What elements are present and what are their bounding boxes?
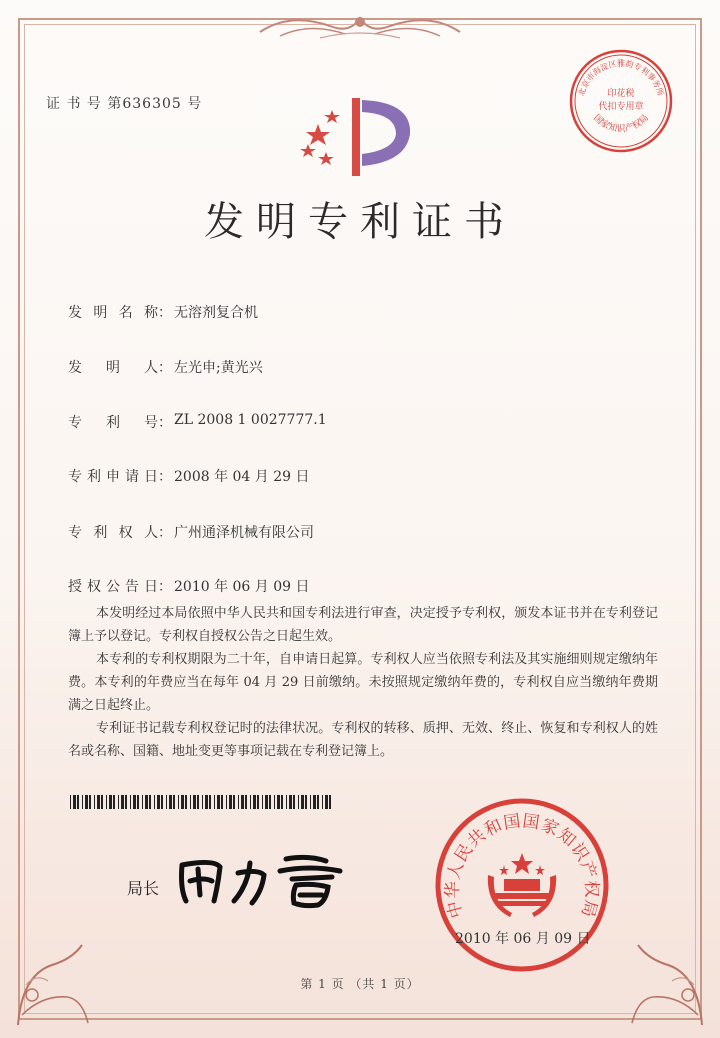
field-label — [68, 576, 158, 596]
label-char: 告 — [125, 579, 139, 595]
label-char: 日 — [144, 579, 158, 595]
barcode-bar — [214, 795, 215, 809]
director-signature — [168, 845, 358, 915]
tax-seal-center-line1: 印花税 — [607, 89, 635, 99]
barcode-bar — [181, 795, 184, 809]
label-char: 权 — [118, 525, 133, 541]
body-paragraph: 本专利的专利权期限为二十年，自申请日起算。专利权人应当依照专利法及其实施细则规定缴纳年费。本专利的年费应当在每年 04 月 29 日前缴纳。未按照规定缴纳年费的，专利权自应当缴纳年费期满之日起终止。 — [68, 652, 658, 713]
label-char: 申 — [106, 469, 120, 485]
svg-text:国家知识产权局 — [591, 112, 651, 134]
barcode-bar — [73, 795, 76, 809]
field-label — [68, 302, 158, 322]
barcode-bar — [226, 795, 227, 809]
barcode-bar — [154, 795, 155, 809]
barcode-bar — [233, 795, 235, 809]
barcode-bar — [289, 795, 292, 809]
director-label: 局长 — [127, 879, 160, 898]
field-invention-name: 发 明 名 称 ： 无溶剂复合机 — [68, 302, 258, 322]
barcode-bar — [142, 795, 143, 809]
top-ornament — [250, 8, 470, 44]
barcode-bar — [293, 795, 295, 809]
tax-seal — [566, 46, 676, 156]
patent-office-seal — [432, 795, 612, 975]
barcode-bar — [97, 795, 100, 809]
barcode-bar — [161, 795, 163, 809]
field-application-date: 专 利 申 请 日 ： 2008 年 04 月 29 日 — [68, 466, 310, 486]
barcode-bar — [166, 795, 167, 809]
page-number: 第 1 页 （共 1 页） — [300, 977, 420, 991]
barcode-bar — [322, 795, 323, 809]
field-value: 广州通泽机械有限公司 — [174, 525, 314, 541]
barcode-bar — [202, 795, 203, 809]
label-char: 请 — [125, 469, 139, 485]
label-char: 专 — [68, 525, 82, 541]
barcode-bar — [82, 795, 83, 809]
barcode-bar — [262, 795, 263, 809]
barcode-bar — [310, 795, 311, 809]
barcode-bar — [238, 795, 239, 809]
barcode-bar — [281, 795, 283, 809]
barcode-bar — [197, 795, 199, 809]
field-label — [68, 357, 158, 377]
label-char: 发 — [68, 305, 82, 321]
barcode — [70, 795, 332, 809]
barcode-bar — [217, 795, 220, 809]
barcode-bar — [190, 795, 191, 809]
barcode-bar — [274, 795, 275, 809]
barcode-bar — [94, 795, 95, 809]
barcode-bar — [305, 795, 307, 809]
body-paragraph: 本发明经过本局依照中华人民共和国专利法进行审查，决定授予专利权，颁发本证书并在专利登记簿上予以登记。专利权自授权公告之日起生效。 — [68, 606, 658, 644]
barcode-bar — [245, 795, 247, 809]
field-value: 无溶剂复合机 — [174, 305, 258, 321]
barcode-bar — [269, 795, 271, 809]
issue-date: 2010 年 06 月 09 日 — [455, 931, 591, 947]
barcode-bar — [229, 795, 232, 809]
barcode-bar — [118, 795, 119, 809]
barcode-bar — [109, 795, 112, 809]
barcode-bar — [70, 795, 71, 809]
label-char: 明 — [106, 360, 120, 376]
barcode-bar — [298, 795, 299, 809]
label-char: 专 — [68, 469, 82, 485]
field-value: 2010 年 06 月 09 日 — [174, 579, 310, 595]
label-char: 人 — [143, 525, 158, 541]
label-char: 号 — [144, 415, 158, 431]
barcode-bar — [121, 795, 124, 809]
label-char: 利 — [87, 469, 101, 485]
barcode-bar — [277, 795, 280, 809]
barcode-bar — [169, 795, 172, 809]
field-label — [68, 522, 158, 542]
barcode-bar — [77, 795, 79, 809]
field-patentee: 专 利 权 人 ： 广州通泽机械有限公司 — [68, 522, 314, 542]
body-paragraph: 专利证书记载专利权登记时的法律状况。专利权的转移、质押、无效、终止、恢复和专利权人的姓名或名称、国籍、地址变更等事项记载在专利登记簿上。 — [68, 721, 658, 759]
tax-seal-bottom-text: 国家知识产权局 — [591, 113, 651, 135]
barcode-bar — [250, 795, 251, 809]
barcode-bar — [130, 795, 131, 809]
barcode-bar — [85, 795, 88, 809]
field-patent-number: 专 利 号 ： ZL 2008 1 0027777.1 — [68, 412, 327, 431]
field-inventor: 发 明 人 ： 左光申;黄光兴 — [68, 357, 263, 377]
certificate-title: 发明专利证书 — [204, 199, 516, 245]
barcode-bar — [185, 795, 187, 809]
tax-seal-top-text: 北京市海淀区雅韵专利事务所 — [576, 59, 666, 98]
barcode-bar — [301, 795, 304, 809]
field-value: 2008 年 04 月 29 日 — [174, 469, 310, 485]
barcode-bar — [125, 795, 127, 809]
barcode-bar — [241, 795, 244, 809]
barcode-bar — [329, 795, 331, 809]
label-char: 名 — [118, 305, 133, 321]
barcode-bar — [133, 795, 136, 809]
barcode-bar — [89, 795, 91, 809]
barcode-bar — [178, 795, 179, 809]
patent-office-logo — [290, 92, 420, 182]
label-char: 称 — [143, 305, 158, 321]
field-value: ZL 2008 1 0027777.1 — [174, 412, 327, 428]
field-value: 左光申;黄光兴 — [174, 360, 263, 376]
barcode-bar — [137, 795, 139, 809]
label-char: 利 — [93, 525, 108, 541]
certificate-body — [68, 602, 658, 763]
certificate-number: 证 书 号 第636305 号 — [46, 96, 203, 112]
barcode-bar — [209, 795, 211, 809]
barcode-bar — [257, 795, 259, 809]
barcode-bar — [253, 795, 256, 809]
label-char: 利 — [106, 415, 120, 431]
label-char: 明 — [93, 305, 108, 321]
barcode-bar — [325, 795, 328, 809]
label-char: 专 — [68, 415, 82, 431]
barcode-bar — [157, 795, 160, 809]
barcode-bar — [265, 795, 268, 809]
label-char: 人 — [144, 360, 158, 376]
barcode-bar — [286, 795, 287, 809]
barcode-bar — [317, 795, 319, 809]
barcode-bar — [173, 795, 175, 809]
label-char: 发 — [68, 360, 82, 376]
barcode-bar — [101, 795, 103, 809]
barcode-bar — [113, 795, 115, 809]
field-label — [68, 466, 158, 486]
barcode-bar — [205, 795, 208, 809]
barcode-bar — [221, 795, 223, 809]
field-grant-date: 授 权 公 告 日 ： 2010 年 06 月 09 日 — [68, 576, 310, 596]
field-label — [68, 412, 158, 432]
seal-text: 中华人民共和国国家知识产权局 — [442, 811, 602, 921]
tax-seal-center-line2: 代扣专用章 — [598, 102, 644, 112]
barcode-bar — [106, 795, 107, 809]
label-char: 权 — [87, 579, 101, 595]
barcode-bar — [193, 795, 196, 809]
label-char: 公 — [106, 579, 120, 595]
barcode-bar — [149, 795, 151, 809]
barcode-bar — [313, 795, 316, 809]
label-char: 授 — [68, 579, 82, 595]
barcode-bar — [145, 795, 148, 809]
label-char: 日 — [144, 469, 158, 485]
